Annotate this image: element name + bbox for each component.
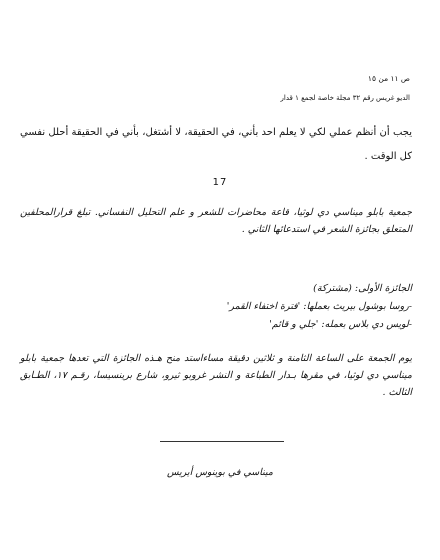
header-page-reference: ص ١١ من ١٥ [367,74,410,83]
ceremony-paragraph: يوم الجمعة على الساعة الثامنة و ثلاثين دقيقة مساءاستد منح هـذه الجائزة التي تعدها جمعية بابلو ميناسي دي لوثيا، في مقرها بـدار الطباعة و النشر غروبو ثيرو، شارع برينسيسا، رقـم ١٧، الطـابق الثالث . [20,353,412,398]
announcement-paragraph: جمعية بابلو ميناسي دي لوثيا، قاعة محاضرات للشعر و علم التحليل النفساني. تبلغ قرارالمحلفين المتعلق بجائزة الشعر في استدعائها الثاني . [20,207,412,235]
prize-winner-1: -روسا بوشول بيريث بعملها: 'فترة اختفاء القمر' [226,301,412,312]
intro-paragraph: يجب أن أنظم عملي لكي لا يعلم احد بأني، في الحقيقة، لا أشتغل، بأني في الحقيقة أحلل نفسي كل الوقت . [20,127,412,162]
prize-winner-2: -لويس دي بلاس بعمله: 'جلي و قائم' [269,319,412,330]
header-subtitle: الديو غريس رقم ٣٢ مجلة خاصة لجمع ١ قدار [280,94,410,102]
closing-line: ميناسي في بوينوس أيريس [167,467,273,478]
prize-list [20,280,412,334]
divider-line [160,441,284,442]
prize-title: الجائزة الأولى: (مشتركة) [313,283,412,294]
page-number: 17 [212,177,228,188]
